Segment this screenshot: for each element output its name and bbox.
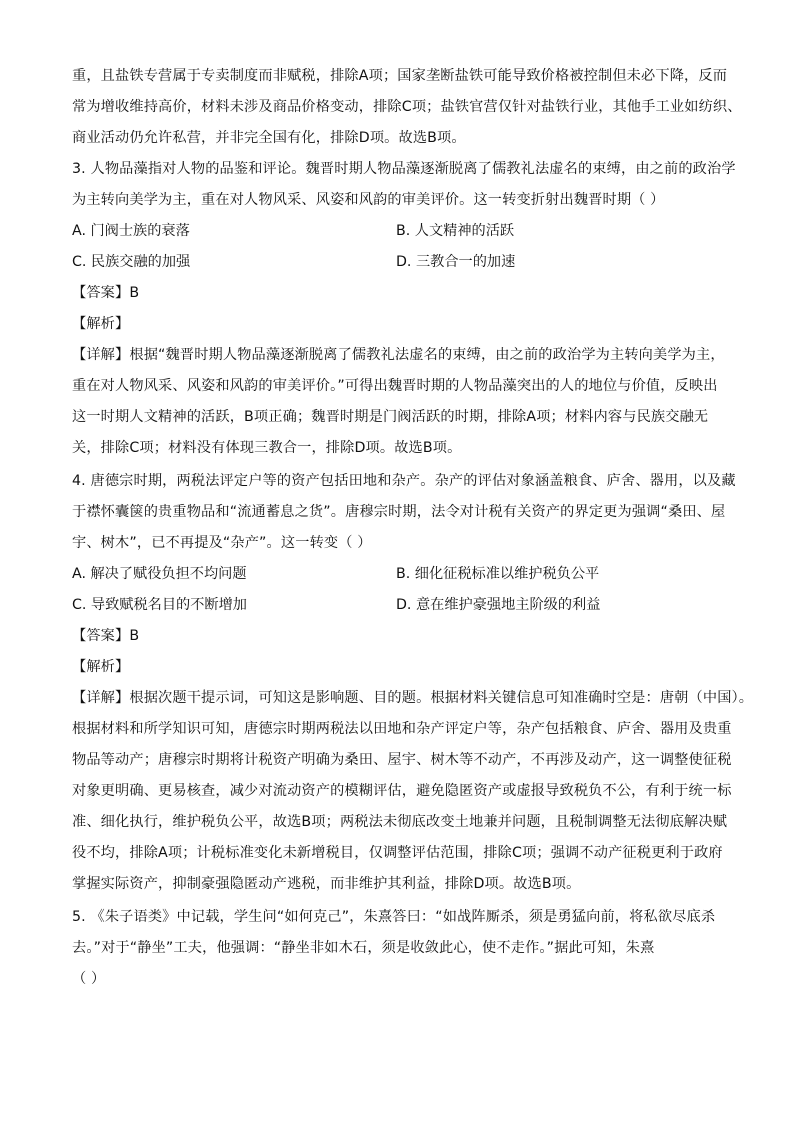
question-3-analysis-label: 【解析】 — [72, 316, 130, 332]
question-4-option-a: A. 解决了赋役负担不均问题 — [72, 566, 247, 582]
intro-line: 商业活动仍允许私营，并非完全国有化，排除D项。故选B项。 — [72, 130, 466, 146]
question-5-stem: （ ） — [72, 971, 106, 987]
question-4-option-c: C. 导致赋税名目的不断增加 — [72, 597, 247, 613]
question-4-detail: 掌握实际资产，抑制豪强隐匿动产逃税，而非维护其利益，排除D项。故选B项。 — [72, 876, 581, 892]
question-4-detail: 物品等动产；唐穆宗时期将计税资产明确为桑田、屋宇、树木等不动产，不再涉及动产，这一调整使征税 — [72, 752, 732, 768]
question-4-answer: 【答案】B — [72, 628, 140, 644]
question-3-option-a: A. 门阀士族的衰落 — [72, 223, 190, 239]
question-4-stem: 4. 唐德宗时期，两税法评定户等的资产包括田地和杂产。杂产的评估对象涵盖粮食、庐舍、器用，以及藏 — [72, 473, 736, 489]
question-4-option-d: D. 意在维护豪强地主阶级的利益 — [396, 597, 601, 613]
question-3-option-c: C. 民族交融的加强 — [72, 254, 191, 270]
question-3-detail: 关，排除C项；材料没有体现三教合一，排除D项。故选B项。 — [72, 440, 462, 456]
question-4-stem: 宇、树木”，已不再提及“杂产”。这一转变（ ） — [72, 535, 372, 551]
question-5-stem: 去。”对于“静坐”工夫，他强调：“静坐非如木石，须是收敛此心，使不走作。”据此可知，朱熹 — [72, 940, 655, 956]
intro-line: 常为增收维持高价，材料未涉及商品价格变动，排除C项；盐铁官营仅针对盐铁行业，其他手工业如纺织、 — [72, 99, 742, 115]
question-3-option-d: D. 三教合一的加速 — [396, 254, 516, 270]
question-4-detail: 役不均，排除A项；计税标准变化未新增税目，仅调整评估范围，排除C项；强调不动产征税更利于政府 — [72, 845, 723, 861]
question-4-stem: 于襟怀囊箧的贵重物品和“流通蓄息之货”。唐穆宗时期，法令对计税有关资产的界定更为强调“桑田、屋 — [72, 504, 726, 520]
question-4-detail: 对象更明确、更易核查，减少对流动资产的模糊评估，避免隐匿资产或虚报导致税负不公，有利于统一标 — [72, 783, 732, 799]
intro-line: 重，且盐铁专营属于专卖制度而非赋税，排除A项；国家垄断盐铁可能导致价格被控制但未必下降，反而 — [72, 68, 728, 84]
question-3-detail: 重在对人物风采、风姿和风韵的审美评价。”可得出魏晋时期的人物品藻突出的人的地位与价值，反映出 — [72, 378, 718, 394]
question-4-option-b: B. 细化征税标准以维护税负公平 — [396, 566, 600, 582]
question-4-detail: 根据材料和所学知识可知，唐德宗时期两税法以田地和杂产评定户等，杂产包括粮食、庐舍、器用及贵重 — [72, 721, 732, 737]
question-3-stem: 为主转向美学为主，重在对人物风采、风姿和风韵的审美评价。这一转变折射出魏晋时期（ ） — [72, 192, 665, 208]
question-3-stem: 3. 人物品藻指对人物的品鉴和评论。魏晋时期人物品藻逐渐脱离了儒教礼法虚名的束缚，由之前的政治学 — [72, 161, 736, 177]
question-3-detail: 【详解】根据“魏晋时期人物品藻逐渐脱离了儒教礼法虚名的束缚，由之前的政治学为主转向美学为主， — [72, 347, 725, 363]
question-3-answer: 【答案】B — [72, 285, 140, 301]
question-4-detail: 准、细化执行，维护税负公平，故选B项；两税法未彻底改变土地兼并问题，且税制调整无法彻底解决赋 — [72, 814, 728, 830]
question-3-detail: 这一时期人文精神的活跃，B项正确；魏晋时期是门阀活跃的时期，排除A项；材料内容与民族交融无 — [72, 409, 709, 425]
question-3-option-b: B. 人文精神的活跃 — [396, 223, 515, 239]
question-4-detail: 【详解】根据次题干提示词，可知这是影响题、目的题。根据材料关键信息可知准确时空是：唐朝（中国）。 — [72, 690, 754, 706]
question-5-stem: 5. 《朱子语类》中记载，学生问“如何克己”，朱熹答曰：“如战阵厮杀，须是勇猛向前，将私欲尽底杀 — [72, 909, 716, 925]
question-4-analysis-label: 【解析】 — [72, 659, 130, 675]
